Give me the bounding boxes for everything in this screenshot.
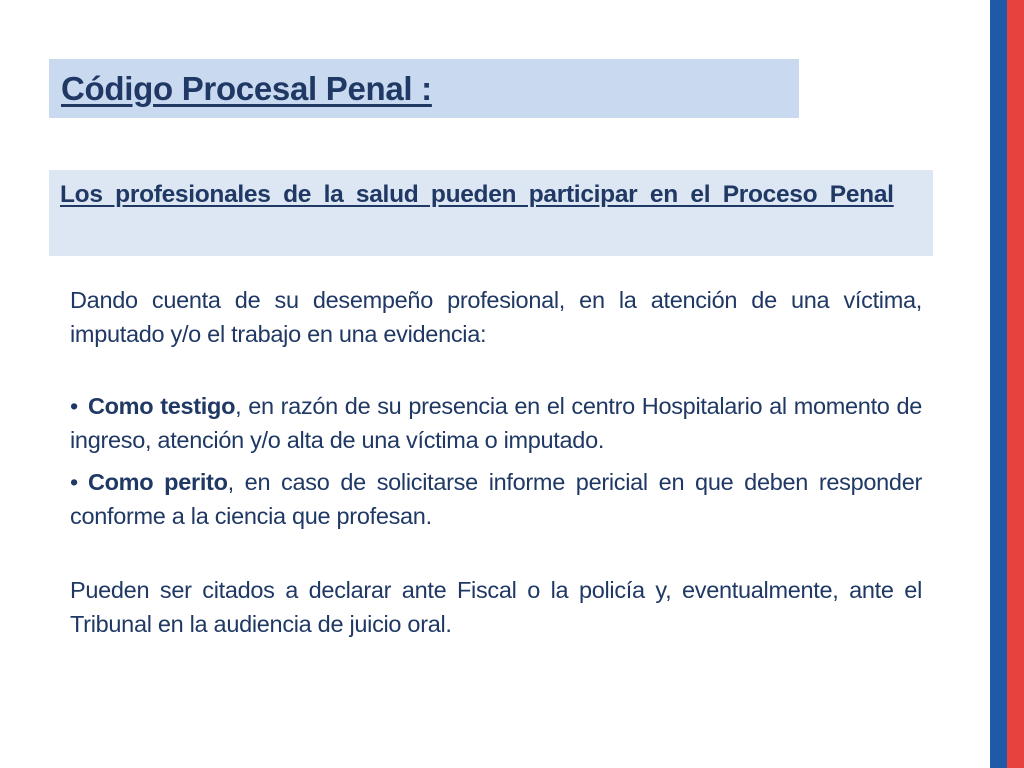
bullet-icon: •: [70, 469, 78, 495]
slide-title: Código Procesal Penal :: [61, 69, 432, 107]
side-stripe-red: [1007, 0, 1024, 768]
subtitle-box: [49, 170, 933, 256]
intro-paragraph: Dando cuenta de su desempeño profesional, en la atención de una víctima, imputado y/o el trabajo en una evidencia:: [70, 287, 922, 347]
bullet-text: , en razón de su presencia en el centro Hospitalario al momento de ingreso, atención y/o alta de una víctima o imputado.: [70, 393, 922, 453]
title-box: [49, 59, 799, 118]
closing-paragraph: Pueden ser citados a declarar ante Fiscal o la policía y, eventualmente, ante el Tribunal en la audiencia de juicio oral.: [70, 577, 922, 637]
slide-body: [70, 283, 922, 641]
bullet-text: , en caso de solicitarse informe pericial en que deben responder conforme a la ciencia que profesan.: [70, 469, 922, 529]
bullet-term: Como perito: [87, 469, 228, 495]
bullet-icon: •: [70, 393, 78, 419]
side-stripe-blue: [990, 0, 1007, 768]
bullet-item-testigo: [70, 389, 922, 457]
slide-subtitle: Los profesionales de la salud pueden participar en el Proceso Penal: [60, 181, 894, 208]
bullet-item-perito: [70, 465, 922, 533]
bullet-term: Como testigo: [87, 393, 236, 419]
